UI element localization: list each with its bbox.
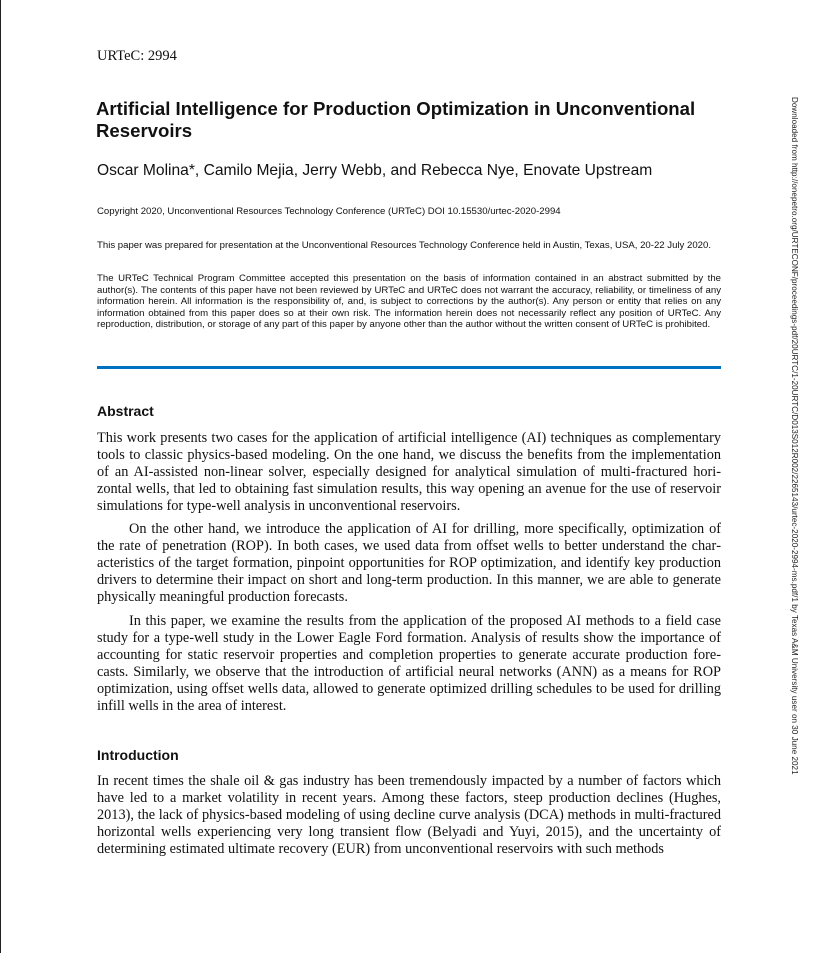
abstract-paragraph: In this paper, we examine the results from the application of the proposed AI methods to a field case study for a type-well study in the Lower Eagle Ford formation. Analysis of results show the importance of accounting for static reservoir properties and completion properties to generate accurate production forecasts. Similarly, we observe that the introduction of artificial neural networks (ANN) as a means for ROP optimization, using offset wells data, allowed to generate optimized drilling schedules to be used for drilling infill wells in the area of interest. bbox=[97, 613, 721, 715]
header-divider bbox=[97, 366, 721, 369]
paper-title: Artificial Intelligence for Production Optimization in Unconventional Reservoirs bbox=[96, 98, 696, 141]
disclaimer-text: The URTeC Technical Program Committee accepted this presentation on the basis of information contained in an abstract submitted by the author(s). The contents of this paper have not been reviewed by URTeC and URTeC does not warrant the accuracy, reliability, or timeliness of any information herein. All information is the responsibility of, and, is subject to corrections by the author(s). Any person or entity that relies on any information obtained from this paper does so at their own risk. The information herein does not necessarily reflect any position of URTeC. Any reproduction, distribution, or storage of any part of this paper by anyone other than the author without the written consent of URTeC is prohibited. bbox=[97, 273, 721, 331]
author-list: Oscar Molina*, Camilo Mejia, Jerry Webb, and Rebecca Nye, Enovate Upstream bbox=[97, 162, 653, 179]
paper-id: URTeC: 2994 bbox=[97, 48, 177, 64]
introduction-heading: Introduction bbox=[97, 747, 179, 763]
presentation-note: This paper was prepared for presentation at the Unconventional Resources Technology Conference held in Austin, Texas, USA, 20-22 July 2020. bbox=[97, 240, 712, 251]
introduction-paragraph: In recent times the shale oil & gas industry has been tremendously impacted by a number of factors which have led to a market volatility in recent years. Among these factors, steep production declines (Hughes, 2013), the lack of physics-based modeling of using decline curve analysis (DCA) methods in multi-fractured horizontal wells experiencing very long transient flow (Belyadi and Yuyi, 2015), and the uncertainty of determining estimated ultimate recovery (EUR) from unconventional reservoirs with such methods bbox=[97, 773, 721, 858]
copyright-notice: Copyright 2020, Unconventional Resources Technology Conference (URTeC) DOI 10.15530/urtec-2020-2994 bbox=[97, 206, 561, 217]
abstract-paragraph: On the other hand, we introduce the application of AI for drilling, more specifically, optimization of the rate of penetration (ROP). In both cases, we used data from offset wells to better understand the characteristics of the target formation, pinpoint opportunities for ROP optimization, and identify key production drivers to determine their impact on short and long-term production. In this manner, we are able to generate physically meaningful production forecasts. bbox=[97, 521, 721, 606]
download-watermark: Downloaded from http://onepetro.org/URTECONF/proceedings-pdf/20URTC/1-20URTC/D013S012R002/2265143/urtec-2020-2994-ms.pdf/1 by Texas A&M University user on 30 June 2021 bbox=[790, 97, 799, 775]
abstract-heading: Abstract bbox=[97, 403, 154, 419]
abstract-paragraph: This work presents two cases for the application of artificial intelligence (AI) techniques as complementary tools to classic physics-based modeling. On the one hand, we discuss the benefits from the implementation of an AI-assisted non-linear solver, especially designed for analytical simulation of multi-fractured horizontal wells, that led to obtaining fast simulation results, this way opening an avenue for the use of reservoir simulations for type-well analysis in unconventional reservoirs. bbox=[97, 430, 721, 515]
page-edge-border bbox=[0, 0, 1, 953]
